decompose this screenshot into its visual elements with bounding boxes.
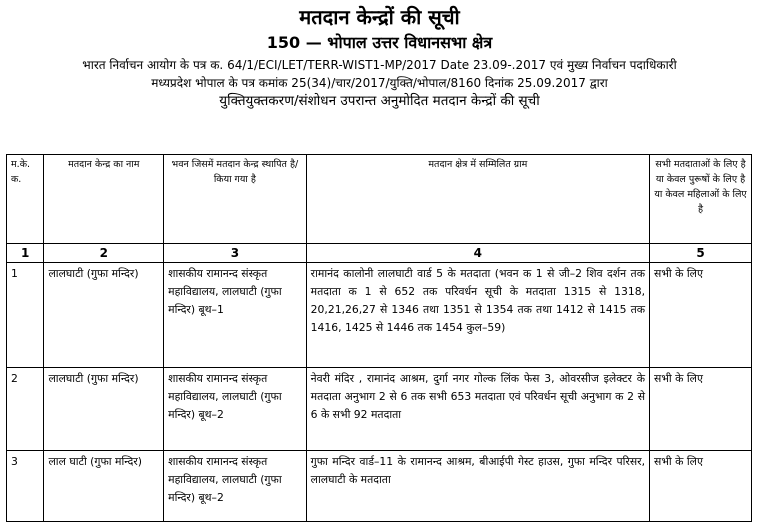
row-category: सभी के लिए: [650, 451, 752, 522]
column-number-row: [7, 244, 752, 263]
table-row: [7, 263, 752, 368]
column-header-category: सभी मतदाताओं के लिए है या केवल पुरूषों के लिए है या केवल महिलाओं के लिए है: [650, 155, 752, 244]
column-header-building: भवन जिसमें मतदान केन्द्र स्थापित है/किया गया है: [164, 155, 307, 244]
reference-text: [0, 56, 759, 110]
column-number: 5: [650, 244, 752, 263]
table-row: [7, 368, 752, 451]
table-header-row: [7, 155, 752, 244]
row-sn: 2: [7, 368, 44, 451]
column-header-centre-name: मतदान केन्द्र का नाम: [44, 155, 164, 244]
row-sn: 1: [7, 263, 44, 368]
constituency-subtitle: 150 — भोपाल उत्तर विधानसभा क्षेत्र: [266, 33, 493, 52]
row-category: सभी के लिए: [650, 368, 752, 451]
reference-line-3: युक्तियुक्तकरण/संशोधन उपरान्त अनुमोदित मतदान केन्द्रों की सूची: [219, 93, 540, 109]
column-number: 2: [44, 244, 164, 263]
row-centre-name: लालघाटी (गुफा मन्दिर): [44, 263, 164, 368]
row-area: गुफा मन्दिर वार्ड–11 के रामानन्द आश्रम, बीआईपी गेस्ट हाउस, गुफा मन्दिर परिसर, लालघाटी के मतदाता: [306, 451, 649, 522]
row-building: शासकीय रामानन्द संस्कृत महाविद्यालय, लालघाटी (गुफा मन्दिर) बूथ–1: [164, 263, 307, 368]
row-building: शासकीय रामानन्द संस्कृत महाविद्यालय, लालघाटी (गुफा मन्दिर) बूथ–2: [164, 451, 307, 522]
table-row: [7, 451, 752, 522]
row-category: सभी के लिए: [650, 263, 752, 368]
column-number: 1: [7, 244, 44, 263]
page-title: मतदान केन्द्रों की सूची: [299, 5, 460, 29]
row-centre-name: लाल घाटी (गुफा मन्दिर): [44, 451, 164, 522]
polling-centres-table: [6, 154, 752, 522]
reference-line-1: भारत निर्वाचन आयोग के पत्र क. 64/1/ECI/LET/TERR-WIST1-MP/2017 Date 23.09-.2017 एवं मुख्य निर्वाचन पदाधिकारी: [82, 58, 677, 72]
row-area: रामानंद कालोनी लालघाटी वार्ड 5 के मतदाता (भवन क 1 से जी–2 शिव दर्शन तक मतदाता क 1 से 652 तक परिवर्धन सूची के मतदाता 1315 से 1318, 20,21,26,27 से 1346 तथा 1351 से 1354 तक तथा 1412 से 1415 तक 1416, 1425 से 1446 तक 1454 कुल–59): [306, 263, 649, 368]
document-header: [0, 4, 759, 110]
column-header-sn: म.के. क.: [7, 155, 44, 244]
column-number: 3: [164, 244, 307, 263]
column-number: 4: [306, 244, 649, 263]
row-building: शासकीय रामानन्द संस्कृत महाविद्यालय, लालघाटी (गुफा मन्दिर) बूथ–2: [164, 368, 307, 451]
column-header-area: मतदान क्षेत्र में सम्मिलित ग्राम: [306, 155, 649, 244]
row-area: नेवरी मंदिर , रामानंद आश्रम, दुर्गा नगर गोल्क लिंक फेस 3, ओवरसीज इलेक्टर के मतदाता अनुभाग 2 से 6 तक सभी 653 मतदाता एवं परिवर्धन सूची अनुभाग क 2 से 6 के सभी 92 मतदाता: [306, 368, 649, 451]
row-sn: 3: [7, 451, 44, 522]
row-centre-name: लालघाटी (गुफा मन्दिर): [44, 368, 164, 451]
reference-line-2: मध्यप्रदेश भोपाल के पत्र कमांक 25(34)/चार/2017/युक्ति/भोपाल/8160 दिनांक 25.09.2017 द्वारा: [151, 76, 608, 90]
